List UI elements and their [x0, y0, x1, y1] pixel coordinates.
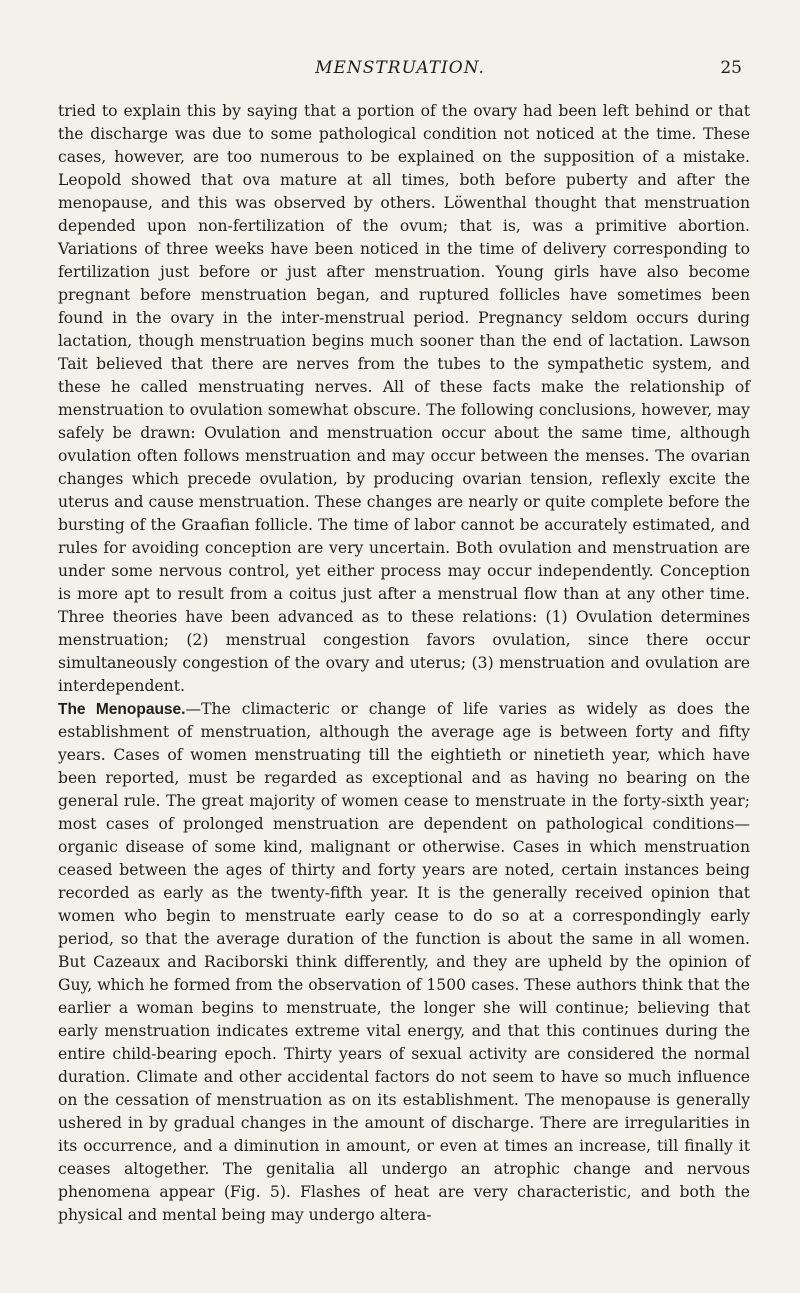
page-number: 25 [720, 58, 742, 78]
paragraph-menopause-body: —The climacteric or change of life varies as widely as does the establishment of menstruation, although the average age is between forty and fifty years. Cases of women menstruating till the eightieth or ninetieth year, which have been reported, must be regarded as exceptional and as having no bearing on the general rule. The great majority of women cease to menstruate in the forty-sixth year; most cases of prolonged menstruation are dependent on pathological conditions—organic disease of some kind, malignant or otherwise. Cases in which menstruation ceased between the ages of thirty and forty years are noted, certain instances being recorded as early as the twenty-fifth year. It is the generally received opinion that women who begin to menstruate early cease to do so at a correspondingly early period, so that the average duration of the function is about the same in all women. But Cazeaux and Raciborski think differently, and they are upheld by the opinion of Guy, which he formed from the observation of 1500 cases. These authors think that the earlier a woman begins to menstruate, the longer she will continue; believing that early menstruation indicates extreme vital energy, and that this continues during the entire child-bearing epoch. Thirty years of sexual activity are considered the normal duration. Climate and other accidental factors do not seem to have so much influence on the cessation of menstruation as on its establishment. The menopause is generally ushered in by gradual changes in the amount of discharge. There are irregularities in its occurrence, and a diminution in amount, or even at times an increase, till finally it ceases altogether. The genitalia all undergo an atrophic change and nervous phenomena appear (Fig. 5). Flashes of heat are very characteristic, and both the physical and mental being may undergo altera- [58, 700, 750, 1224]
paragraph-menopause [58, 698, 750, 1227]
running-title: MENSTRUATION. [315, 58, 485, 78]
paragraph-ovulation: tried to explain this by saying that a portion of the ovary had been left behind or that the discharge was due to some pathological condition not noticed at the time. These cases, however, are too numerous to be explained on the supposition of a mistake. Leopold showed that ova mature at all times, both before puberty and after the menopause, and this was observed by others. Löwenthal thought that menstruation depended upon non-fertilization of the ovum; that is, was a primitive abortion. Variations of three weeks have been noticed in the time of delivery corresponding to fertilization just before or just after menstruation. Young girls have also become pregnant before menstruation began, and ruptured follicles have sometimes been found in the ovary in the inter-menstrual period. Pregnancy seldom occurs during lactation, though menstruation begins much sooner than the end of lactation. Lawson Tait believed that there are nerves from the tubes to the sympathetic system, and these he called menstruating nerves. All of these facts make the relationship of menstruation to ovulation somewhat obscure. The following conclusions, however, may safely be drawn: Ovulation and menstruation occur about the same time, although ovulation often follows menstruation and may occur between the menses. The ovarian changes which precede ovulation, by producing ovarian tension, reflexly excite the uterus and cause menstruation. These changes are nearly or quite complete before the bursting of the Graafian follicle. The time of labor cannot be accurately estimated, and rules for avoiding conception are very uncertain. Both ovulation and menstruation are under some nervous control, yet either process may occur independently. Conception is more apt to result from a coitus just after a menstrual flow than at any other time. Three theories have been advanced as to these relations: (1) Ovulation determines menstruation; (2) menstrual congestion favors ovulation, since there occur simultaneously congestion of the ovary and uterus; (3) menstruation and ovulation are interdependent. [58, 102, 750, 695]
page-header [58, 58, 742, 82]
section-heading-menopause: The Menopause. [58, 701, 186, 718]
body-text [58, 100, 750, 1227]
